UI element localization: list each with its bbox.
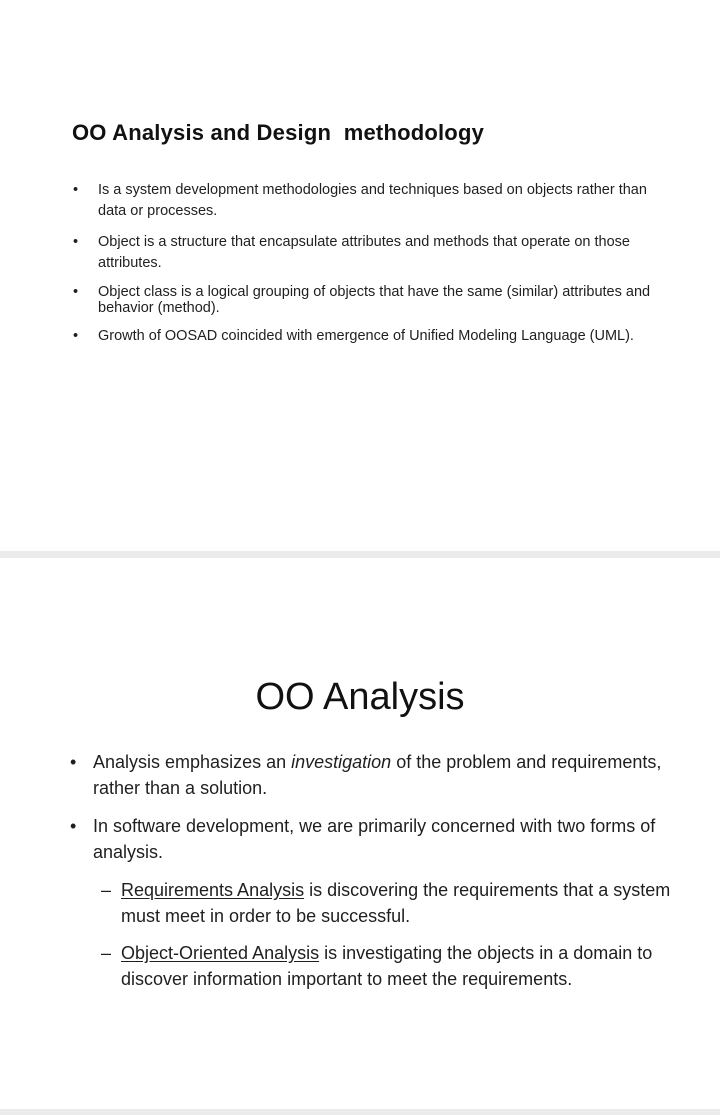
- bullet-text: Requirements Analysis is discovering the requirements that a system must meet in order to be successful.: [121, 879, 671, 926]
- bullet-marker: •: [70, 751, 77, 772]
- bullet-text: Analysis emphasizes an investigation of the problem and requirements, rather than a solution.: [93, 751, 662, 798]
- bullet-text: Is a system development methodologies and techniques based on objects rather than data or processes.: [98, 181, 647, 219]
- bullet-marker: •: [70, 815, 77, 836]
- list-item: [101, 877, 672, 929]
- list-item: [73, 326, 662, 347]
- slide-2: [0, 558, 720, 1109]
- bullet-marker: –: [101, 879, 112, 900]
- slide2-title: OO Analysis: [255, 676, 465, 718]
- bullet-text: Growth of OOSAD coincided with emergence of Unified Modeling Language (UML).: [98, 327, 634, 344]
- bullet-marker: •: [73, 181, 79, 198]
- bullet-marker: –: [101, 942, 112, 963]
- slide1-bullet-list: [73, 180, 662, 347]
- slide2-bullet-list: [70, 749, 672, 992]
- list-item: [73, 284, 662, 316]
- bullet-text: Object is a structure that encapsulate attributes and methods that operate on those attributes.: [98, 233, 630, 271]
- bullet-text: Object-Oriented Analysis is investigating the objects in a domain to discover information important to meet the requirements.: [121, 942, 653, 989]
- list-item: [101, 940, 672, 992]
- list-item: [70, 749, 672, 801]
- bullet-text: In software development, we are primarily concerned with two forms of analysis.: [93, 815, 656, 862]
- bottom-gap-divider: [0, 1109, 720, 1115]
- list-item: [73, 180, 662, 222]
- page-gap-divider: [0, 551, 720, 558]
- list-item: [70, 813, 672, 865]
- list-item: [73, 232, 662, 274]
- slide-1: [0, 0, 720, 551]
- slide1-title: OO Analysis and Design methodology: [72, 120, 485, 145]
- bullet-marker: •: [73, 283, 79, 300]
- bullet-marker: •: [73, 327, 79, 344]
- bullet-text: Object class is a logical grouping of objects that have the same (similar) attributes and behavior (method).: [98, 283, 651, 316]
- bullet-marker: •: [73, 233, 79, 250]
